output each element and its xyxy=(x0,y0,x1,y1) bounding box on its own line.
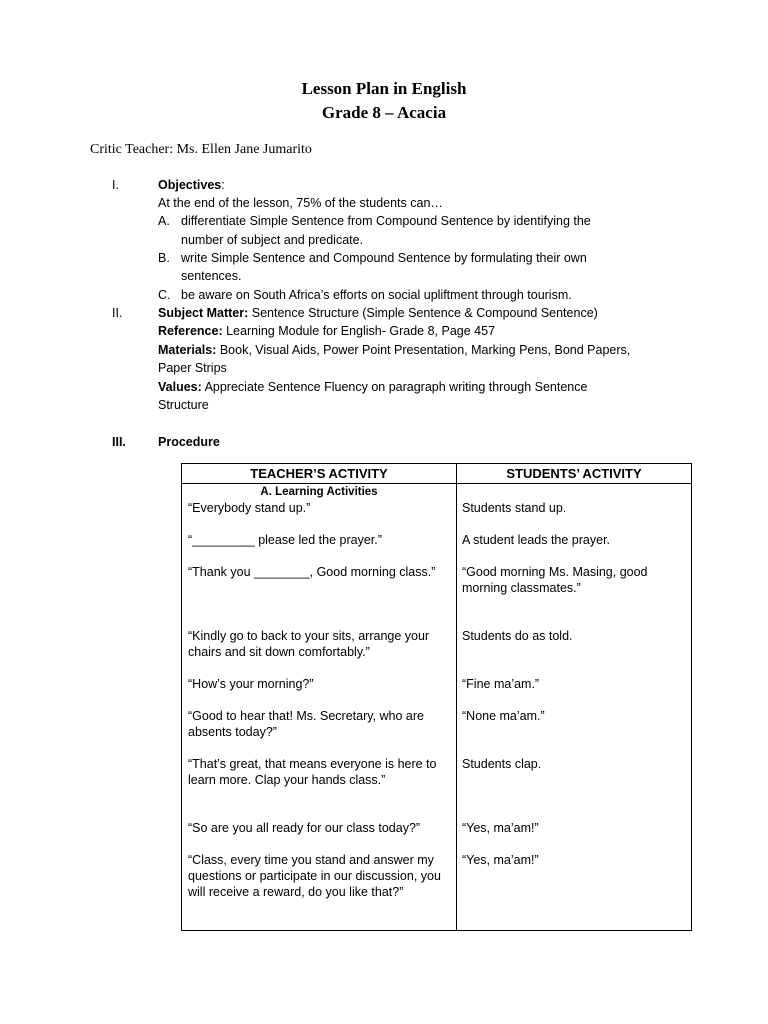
objective-a-line2: number of subject and predicate. xyxy=(181,233,364,247)
student-activity-cell: “Good morning Ms. Masing, good morning classmates.” xyxy=(462,565,648,595)
table-column-divider xyxy=(456,464,457,930)
objective-a-line1: differentiate Simple Sentence from Compound Sentence by identifying the xyxy=(181,214,591,228)
objective-c-line1: be aware on South Africa’s efforts on social upliftment through tourism. xyxy=(181,288,572,302)
teacher-activity-cell: “Everybody stand up.” xyxy=(188,501,311,515)
objectives-intro: At the end of the lesson, 75% of the students can… xyxy=(158,196,443,210)
teacher-activity-cell: “So are you all ready for our class today?” xyxy=(188,821,421,835)
subject-matter-line xyxy=(158,304,598,322)
procedure-heading: Procedure xyxy=(158,435,220,449)
student-activity-cell: “Yes, ma’am!” xyxy=(462,853,539,867)
objective-letter-b: B. xyxy=(158,251,170,265)
objectives-colon: : xyxy=(221,178,225,192)
reference-label: Reference: xyxy=(158,324,223,338)
objective-letter-c: C. xyxy=(158,288,171,302)
materials-label: Materials: xyxy=(158,343,217,357)
student-activity-cell: Students clap. xyxy=(462,757,542,771)
objective-b-line2: sentences. xyxy=(181,269,242,283)
teacher-activity-header: TEACHER’S ACTIVITY xyxy=(250,466,388,481)
objectives-label: Objectives xyxy=(158,178,222,192)
section-number-subject: II. xyxy=(112,306,123,320)
values-line2: Structure xyxy=(158,398,209,412)
materials-value: Book, Visual Aids, Power Point Presentation, Marking Pens, Bond Papers, xyxy=(216,343,631,357)
materials-line xyxy=(158,341,630,359)
reference-value: Learning Module for English- Grade 8, Page 457 xyxy=(222,324,496,338)
teacher-activity-cell: “Thank you ________, Good morning class.” xyxy=(188,565,436,579)
teacher-activity-cell: “Good to hear that! Ms. Secretary, who are absents today?” xyxy=(188,709,424,739)
section-number-objectives: I. xyxy=(112,178,119,192)
student-activity-cell: “None ma’am.” xyxy=(462,709,545,723)
reference-line xyxy=(158,322,495,340)
values-label: Values: xyxy=(158,380,202,394)
document-subtitle: Grade 8 – Acacia xyxy=(321,103,447,122)
teacher-activity-cell: “Kindly go to back to your sits, arrange your chairs and sit down comfortably.” xyxy=(188,629,430,659)
critic-teacher: Critic Teacher: Ms. Ellen Jane Jumarito xyxy=(90,142,312,157)
objective-letter-a: A. xyxy=(158,214,170,228)
student-activity-cell: “Yes, ma’am!” xyxy=(462,821,539,835)
teacher-activity-cell: “That’s great, that means everyone is here to learn more. Clap your hands class.” xyxy=(188,757,437,787)
student-activity-cell: A student leads the prayer. xyxy=(462,533,611,547)
teacher-activity-cell: “How’s your morning?” xyxy=(188,677,314,691)
student-activity-cell: “Fine ma’am.” xyxy=(462,677,540,691)
teacher-activity-cell: “Class, every time you stand and answer my questions or participate in our discussion, you will receive a reward, do you like that?” xyxy=(188,853,441,899)
student-activity-cell: Students stand up. xyxy=(462,501,567,515)
student-activity-cell: Students do as told. xyxy=(462,629,573,643)
subject-matter-value: Sentence Structure (Simple Sentence & Compound Sentence) xyxy=(248,306,598,320)
objectives-heading xyxy=(158,176,225,194)
materials-line2: Paper Strips xyxy=(158,361,227,375)
values-value: Appreciate Sentence Fluency on paragraph writing through Sentence xyxy=(201,380,588,394)
values-line xyxy=(158,378,587,396)
objective-b-line1: write Simple Sentence and Compound Sentence by formulating their own xyxy=(181,251,587,265)
document-title: Lesson Plan in English xyxy=(301,79,467,98)
learning-activities-subheading: A. Learning Activities xyxy=(260,486,378,498)
section-number-procedure: III. xyxy=(112,435,126,449)
subject-matter-label: Subject Matter: xyxy=(158,306,249,320)
activity-table xyxy=(181,463,692,931)
students-activity-header: STUDENTS’ ACTIVITY xyxy=(506,466,642,481)
teacher-activity-cell: “_________ please led the prayer.” xyxy=(188,533,382,547)
